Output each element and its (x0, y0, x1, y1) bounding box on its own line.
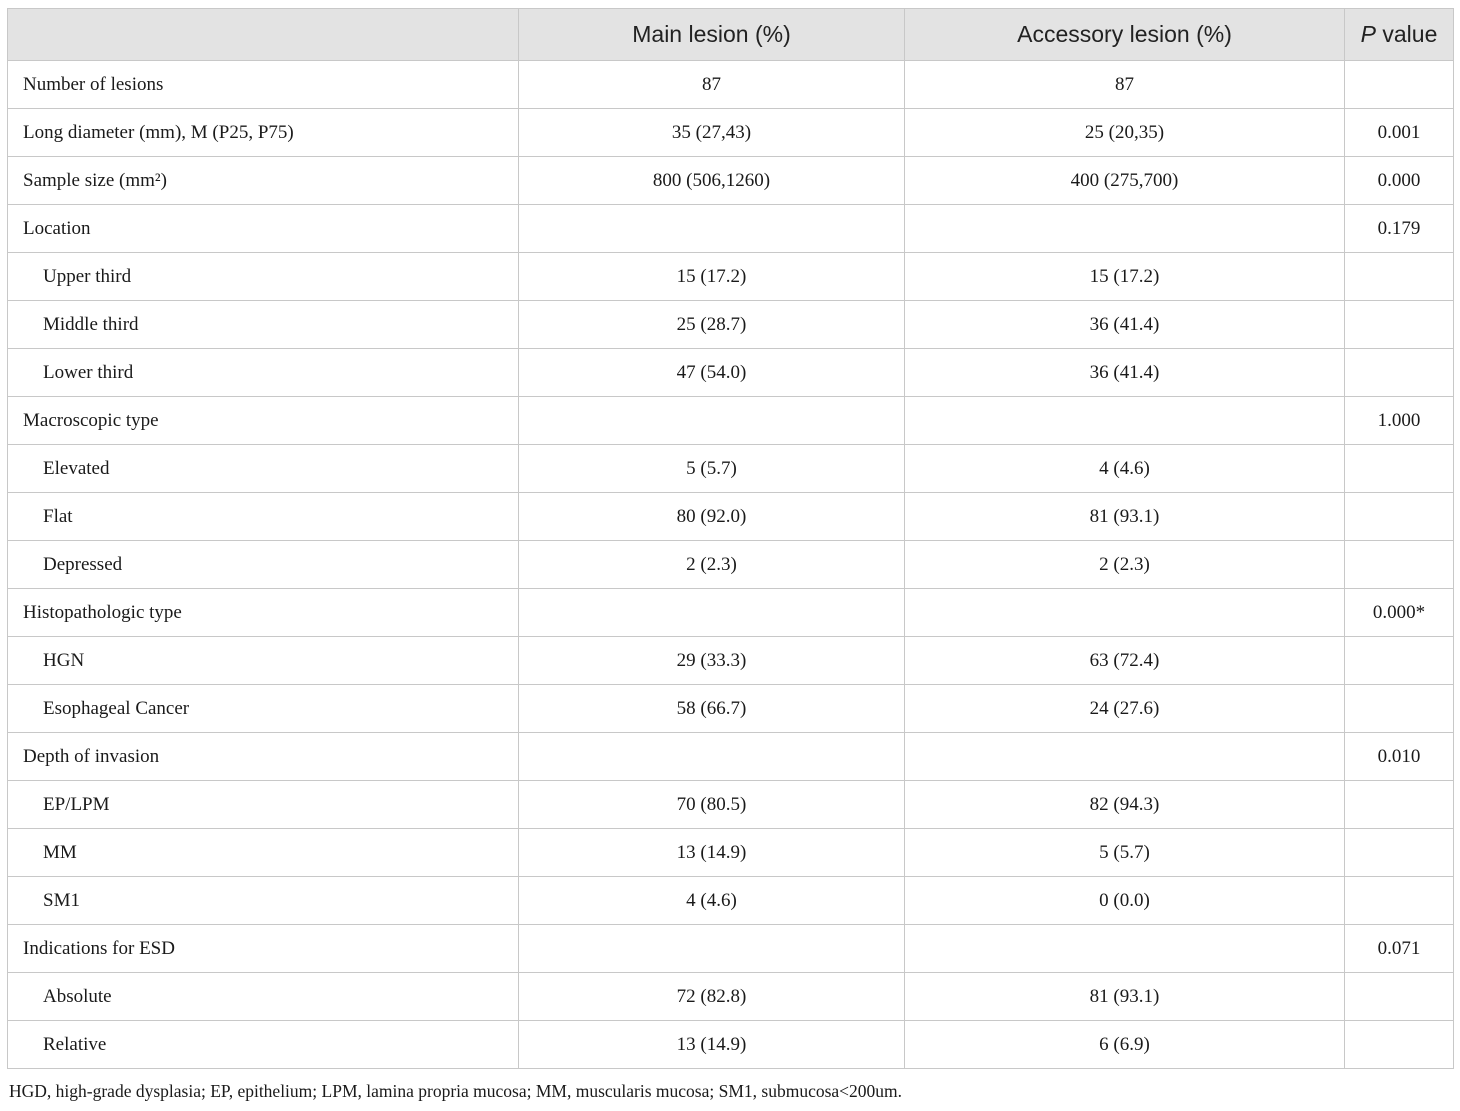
accessory-lesion-cell: 0 (0.0) (905, 877, 1345, 925)
table-row (8, 493, 1454, 541)
p-value-cell: 1.000 (1345, 397, 1454, 445)
header-accessory-lesion: Accessory lesion (%) (905, 9, 1345, 61)
row-label-cell: Upper third (8, 253, 519, 301)
table-row (8, 205, 1454, 253)
table-row (8, 589, 1454, 637)
table-header (8, 9, 1454, 61)
table-row (8, 253, 1454, 301)
accessory-lesion-cell: 24 (27.6) (905, 685, 1345, 733)
accessory-lesion-cell: 25 (20,35) (905, 109, 1345, 157)
table-body (8, 61, 1454, 1069)
table-row (8, 1021, 1454, 1069)
accessory-lesion-cell: 81 (93.1) (905, 973, 1345, 1021)
accessory-lesion-cell: 36 (41.4) (905, 349, 1345, 397)
main-lesion-cell: 70 (80.5) (519, 781, 905, 829)
main-lesion-cell: 4 (4.6) (519, 877, 905, 925)
p-value-cell (1345, 877, 1454, 925)
table-row (8, 781, 1454, 829)
main-lesion-cell: 800 (506,1260) (519, 157, 905, 205)
row-label-cell: Histopathologic type (8, 589, 519, 637)
main-lesion-cell: 13 (14.9) (519, 829, 905, 877)
p-value-cell (1345, 61, 1454, 109)
row-label-cell: Indications for ESD (8, 925, 519, 973)
table-row (8, 301, 1454, 349)
table-row (8, 445, 1454, 493)
header-empty-cell (8, 9, 519, 61)
row-label-cell: Long diameter (mm), M (P25, P75) (8, 109, 519, 157)
accessory-lesion-cell (905, 205, 1345, 253)
p-value-cell: 0.179 (1345, 205, 1454, 253)
table-row (8, 61, 1454, 109)
accessory-lesion-cell: 81 (93.1) (905, 493, 1345, 541)
main-lesion-cell (519, 925, 905, 973)
accessory-lesion-cell: 400 (275,700) (905, 157, 1345, 205)
accessory-lesion-cell: 15 (17.2) (905, 253, 1345, 301)
table-row (8, 157, 1454, 205)
row-label-cell: Esophageal Cancer (8, 685, 519, 733)
p-value-cell: 0.001 (1345, 109, 1454, 157)
p-value-cell (1345, 637, 1454, 685)
p-value-cell (1345, 493, 1454, 541)
accessory-lesion-cell: 82 (94.3) (905, 781, 1345, 829)
header-p-value (1345, 9, 1454, 61)
row-label-cell: Relative (8, 1021, 519, 1069)
table-row (8, 541, 1454, 589)
accessory-lesion-cell: 4 (4.6) (905, 445, 1345, 493)
p-value-cell (1345, 781, 1454, 829)
accessory-lesion-cell: 2 (2.3) (905, 541, 1345, 589)
p-value-cell: 0.000* (1345, 589, 1454, 637)
table-row (8, 637, 1454, 685)
header-p-rest: value (1375, 21, 1438, 47)
p-value-cell (1345, 301, 1454, 349)
row-label-cell: EP/LPM (8, 781, 519, 829)
row-label-cell: Macroscopic type (8, 397, 519, 445)
row-label-cell: Number of lesions (8, 61, 519, 109)
p-value-cell: 0.071 (1345, 925, 1454, 973)
table-row (8, 829, 1454, 877)
p-value-cell: 0.000 (1345, 157, 1454, 205)
row-label-cell: Absolute (8, 973, 519, 1021)
row-label-cell: MM (8, 829, 519, 877)
p-value-cell (1345, 253, 1454, 301)
p-value-cell (1345, 685, 1454, 733)
accessory-lesion-cell (905, 397, 1345, 445)
accessory-lesion-cell: 63 (72.4) (905, 637, 1345, 685)
comparison-table-container (7, 8, 1453, 1069)
main-lesion-cell: 25 (28.7) (519, 301, 905, 349)
main-lesion-cell: 5 (5.7) (519, 445, 905, 493)
accessory-lesion-cell: 5 (5.7) (905, 829, 1345, 877)
p-value-cell (1345, 541, 1454, 589)
main-lesion-cell: 13 (14.9) (519, 1021, 905, 1069)
row-label-cell: HGN (8, 637, 519, 685)
header-row (8, 9, 1454, 61)
table-row (8, 733, 1454, 781)
table-footnote: HGD, high-grade dysplasia; EP, epithelium; LPM, lamina propria mucosa; MM, muscularis mucosa; SM1, submucosa<200um. (9, 1081, 903, 1101)
table-row (8, 685, 1454, 733)
table-row (8, 109, 1454, 157)
row-label-cell: Depth of invasion (8, 733, 519, 781)
table-row (8, 877, 1454, 925)
p-value-cell (1345, 973, 1454, 1021)
main-lesion-cell (519, 589, 905, 637)
row-label-cell: Lower third (8, 349, 519, 397)
main-lesion-cell (519, 397, 905, 445)
row-label-cell: Elevated (8, 445, 519, 493)
row-label-cell: Location (8, 205, 519, 253)
row-label-cell: Sample size (mm²) (8, 157, 519, 205)
accessory-lesion-cell: 36 (41.4) (905, 301, 1345, 349)
main-lesion-cell: 2 (2.3) (519, 541, 905, 589)
main-lesion-cell: 15 (17.2) (519, 253, 905, 301)
accessory-lesion-cell (905, 925, 1345, 973)
row-label-cell: Middle third (8, 301, 519, 349)
table-row (8, 973, 1454, 1021)
accessory-lesion-cell (905, 733, 1345, 781)
header-main-lesion: Main lesion (%) (519, 9, 905, 61)
accessory-lesion-cell (905, 589, 1345, 637)
row-label-cell: Flat (8, 493, 519, 541)
main-lesion-cell: 80 (92.0) (519, 493, 905, 541)
p-value-cell (1345, 1021, 1454, 1069)
table-row (8, 397, 1454, 445)
header-p-italic: P (1360, 21, 1376, 47)
row-label-cell: Depressed (8, 541, 519, 589)
main-lesion-cell (519, 733, 905, 781)
p-value-cell (1345, 445, 1454, 493)
main-lesion-cell: 87 (519, 61, 905, 109)
main-lesion-cell: 29 (33.3) (519, 637, 905, 685)
table-row (8, 349, 1454, 397)
row-label-cell: SM1 (8, 877, 519, 925)
accessory-lesion-cell: 87 (905, 61, 1345, 109)
accessory-lesion-cell: 6 (6.9) (905, 1021, 1345, 1069)
main-lesion-cell: 47 (54.0) (519, 349, 905, 397)
lesion-comparison-table (7, 8, 1454, 1069)
p-value-cell (1345, 349, 1454, 397)
main-lesion-cell: 35 (27,43) (519, 109, 905, 157)
main-lesion-cell: 72 (82.8) (519, 973, 905, 1021)
p-value-cell: 0.010 (1345, 733, 1454, 781)
p-value-cell (1345, 829, 1454, 877)
main-lesion-cell: 58 (66.7) (519, 685, 905, 733)
table-row (8, 925, 1454, 973)
main-lesion-cell (519, 205, 905, 253)
